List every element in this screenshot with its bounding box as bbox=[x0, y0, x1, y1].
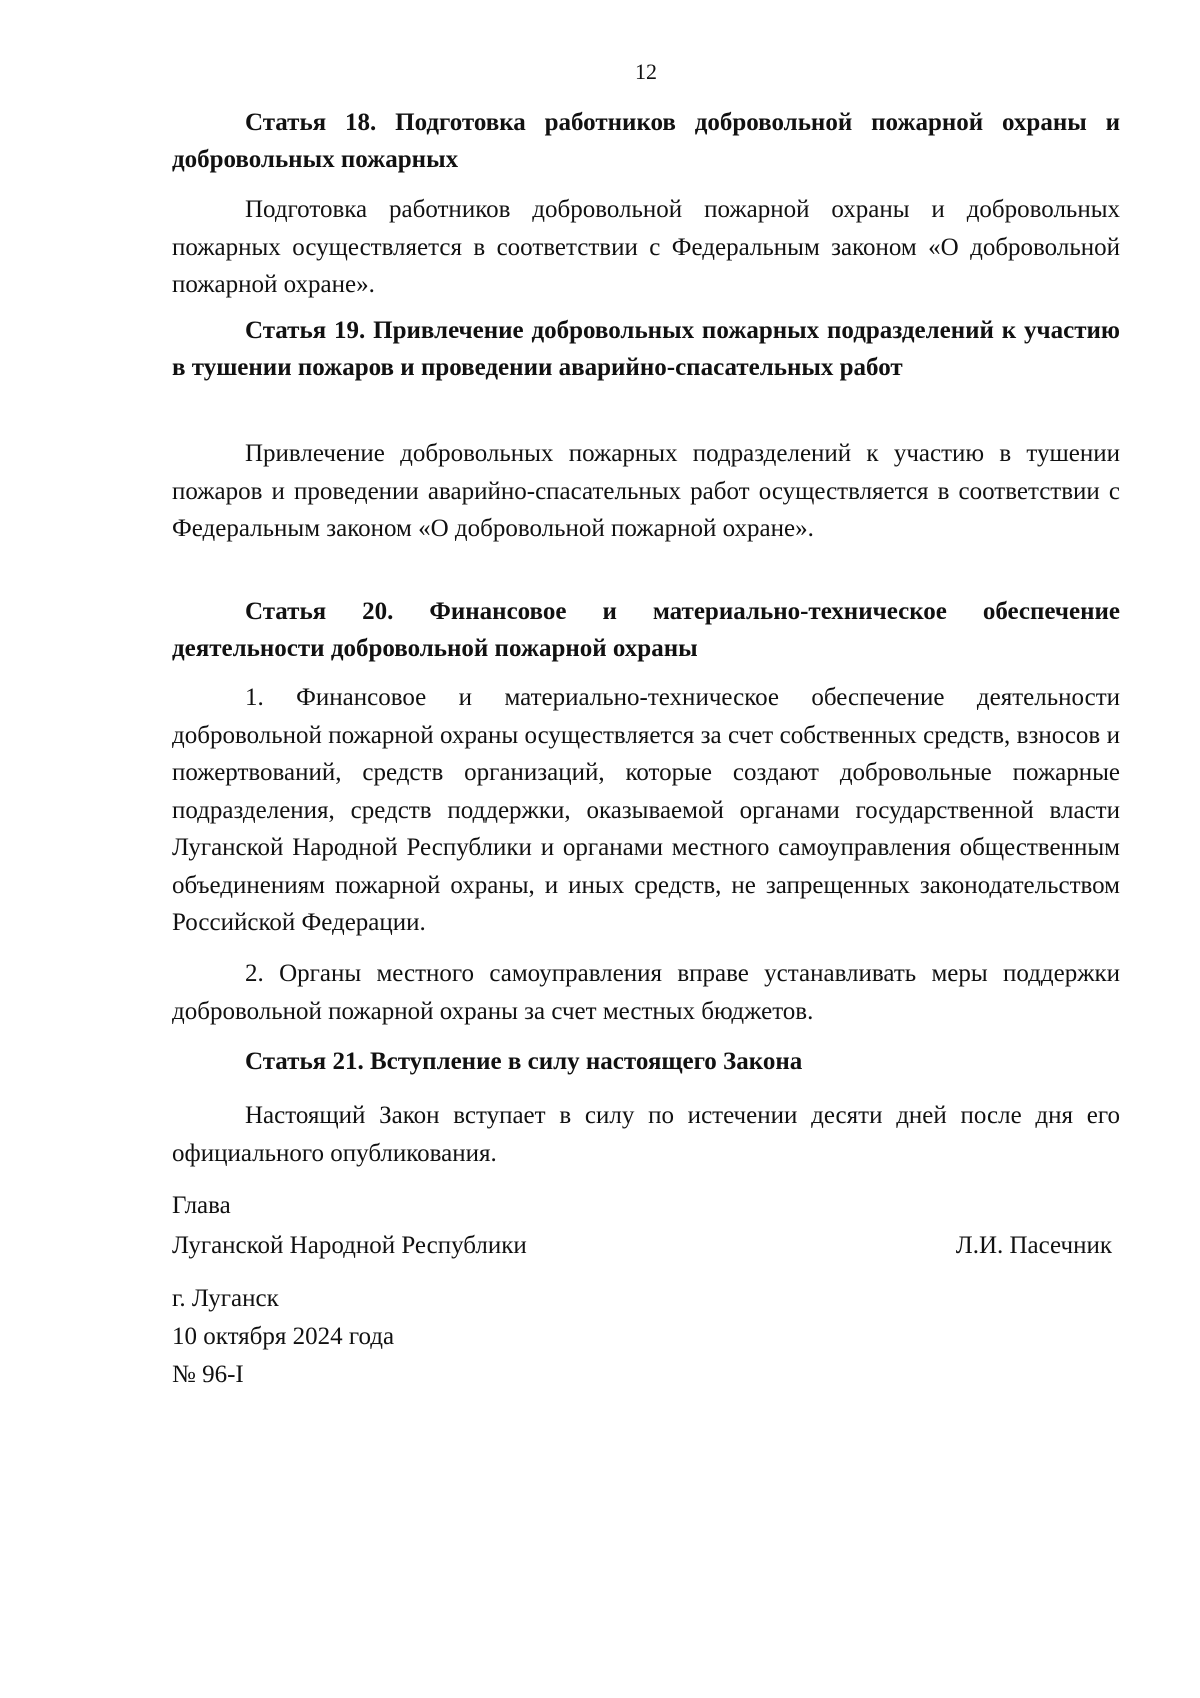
law-date: 10 октября 2024 года bbox=[172, 1323, 395, 1350]
article-19-paragraph-1: Привлечение добровольных пожарных подразделений к участию в тушении пожаров и проведении аварийно-спасательных работ осуществляется в соответствии с Федеральным законом «О добровольной пожарной охране». bbox=[172, 440, 1120, 542]
article-20-paragraph-1: 1. Финансовое и материально-техническое обеспечение деятельности добровольной пожарной охраны осуществляется за счет собственных средств, взносов и пожертвований, средств организаций, которые создают добровольные пожарные подразделения, средств поддержки, оказываемой органами государственной власти Луганской Народной Республики и органами местного самоуправления общественным объединениям пожарной охраны, и иных средств, не запрещенных законодательством Российской Федерации. bbox=[172, 684, 1120, 936]
article-19-title: Статья 19. Привлечение добровольных пожарных подразделений к участию в тушении пожаров и проведении аварийно-спасательных работ bbox=[172, 317, 1120, 381]
signatory-name: Л.И. Пасечник bbox=[955, 1232, 1112, 1259]
page-number: 12 bbox=[635, 59, 657, 84]
article-20-paragraph-2: 2. Органы местного самоуправления вправе устанавливать меры поддержки добровольной пожарной охраны за счет местных бюджетов. bbox=[172, 960, 1120, 1025]
place-date-block bbox=[172, 1280, 1120, 1394]
signature-block bbox=[172, 1186, 1120, 1266]
article-18-title: Статья 18. Подготовка работников добровольной пожарной охраны и добровольных пожарных bbox=[172, 109, 1120, 173]
article-20-title: Статья 20. Финансовое и материально-техническое обеспечение деятельности добровольной пожарной охраны bbox=[172, 598, 1120, 662]
signature-position-line-1: Глава bbox=[172, 1192, 231, 1219]
signature-position-line-2: Луганской Народной Республики bbox=[172, 1232, 527, 1259]
article-18-paragraph-1: Подготовка работников добровольной пожарной охраны и добровольных пожарных осуществляется в соответствии с Федеральным законом «О добровольной пожарной охране». bbox=[172, 196, 1120, 298]
article-21-paragraph-1: Настоящий Закон вступает в силу по истечении десяти дней после дня его официального опубликования. bbox=[172, 1102, 1120, 1167]
article-21-title: Статья 21. Вступление в силу настоящего Закона bbox=[245, 1048, 803, 1075]
place-city: г. Луганск bbox=[172, 1285, 279, 1312]
signature-row bbox=[172, 1226, 1120, 1266]
law-number: № 96-I bbox=[172, 1361, 244, 1388]
